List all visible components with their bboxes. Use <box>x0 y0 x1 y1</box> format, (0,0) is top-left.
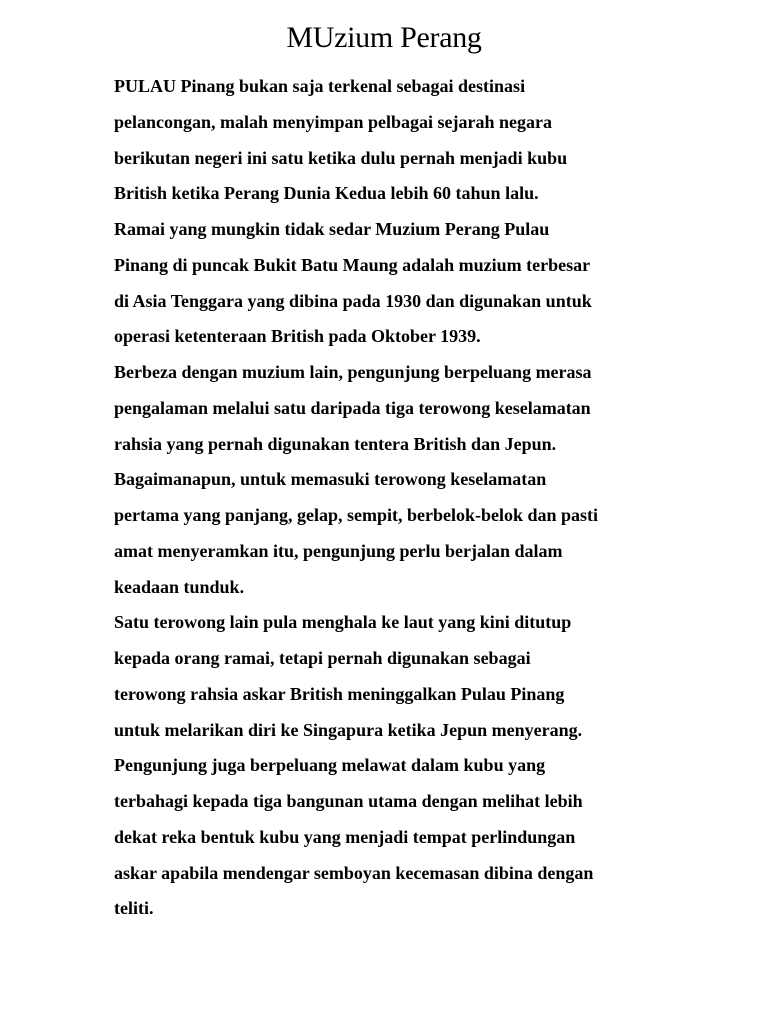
body-line: operasi ketenteraan British pada Oktober 1939. <box>114 326 481 347</box>
body-line: Bagaimanapun, untuk memasuki terowong keselamatan <box>114 469 547 490</box>
body-line: keadaan tunduk. <box>114 576 245 597</box>
body-line: askar apabila mendengar semboyan kecemasan dibina dengan <box>114 862 594 883</box>
body-line: kepada orang ramai, tetapi pernah digunakan sebagai <box>114 648 531 668</box>
body-line: rahsia yang pernah digunakan tentera British dan Jepun. <box>114 433 557 454</box>
body-line: Pengunjung juga berpeluang melawat dalam kubu yang <box>114 755 546 776</box>
body-line: pertama yang panjang, gelap, sempit, berbelok-belok dan pasti <box>114 505 599 525</box>
body-line: amat menyeramkan itu, pengunjung perlu berjalan dalam <box>114 540 563 561</box>
body-line: teliti. <box>114 898 154 919</box>
body-line: terbahagi kepada tiga bangunan utama dengan melihat lebih <box>114 791 583 811</box>
body-line: Satu terowong lain pula menghala ke laut yang kini ditutup <box>114 612 572 633</box>
body-line: dekat reka bentuk kubu yang menjadi tempat perlindungan <box>114 826 576 847</box>
body-line: berikutan negeri ini satu ketika dulu pernah menjadi kubu <box>114 147 568 168</box>
body-line: Ramai yang mungkin tidak sedar Muzium Perang Pulau <box>114 219 550 239</box>
body-line: untuk melarikan diri ke Singapura ketika Jepun menyerang. <box>114 719 583 740</box>
body-line: terowong rahsia askar British meninggalkan Pulau Pinang <box>114 683 565 704</box>
body-line: British ketika Perang Dunia Kedua lebih 60 tahun lalu. <box>114 183 539 204</box>
document-title: MUzium Perang <box>286 21 482 54</box>
body-line: Berbeza dengan muzium lain, pengunjung berpeluang merasa <box>114 362 592 382</box>
body-line: pengalaman melalui satu daripada tiga terowong keselamatan <box>114 397 591 418</box>
body-line: PULAU Pinang bukan saja terkenal sebagai destinasi <box>114 76 526 96</box>
body-line: pelancongan, malah menyimpan pelbagai sejarah negara <box>114 111 553 132</box>
document-body <box>114 69 674 927</box>
body-line: Pinang di puncak Bukit Batu Maung adalah muzium terbesar <box>114 254 591 275</box>
body-line: di Asia Tenggara yang dibina pada 1930 dan digunakan untuk <box>114 290 592 311</box>
